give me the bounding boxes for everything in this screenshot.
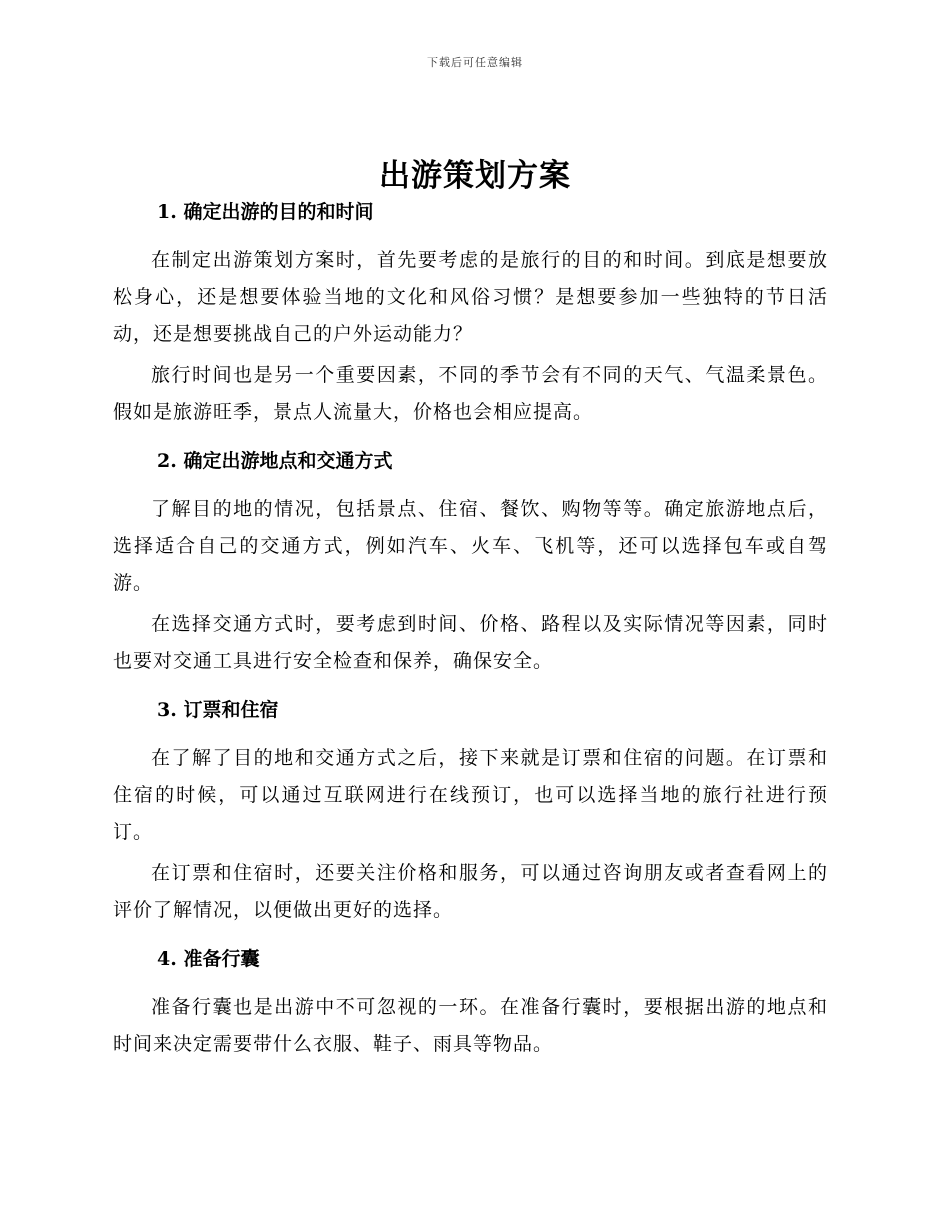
paragraph: 旅行时间也是另一个重要因素，不同的季节会有不同的天气、气温柔景色。假如是旅游旺季，景点人流量大，价格也会相应提高。	[113, 364, 828, 423]
section-heading: 3. 订票和住宿	[157, 699, 279, 721]
section-3	[113, 694, 828, 929]
section-heading: 2. 确定出游地点和交通方式	[157, 450, 393, 472]
section-2	[113, 445, 828, 680]
page-header-note: 下载后可任意编辑	[427, 56, 523, 69]
section-heading: 1. 确定出游的目的和时间	[157, 201, 374, 223]
paragraph: 在了解了目的地和交通方式之后，接下来就是订票和住宿的问题。在订票和住宿的时候，可以通过互联网进行在线预订，也可以选择当地的旅行社进行预订。	[113, 747, 828, 843]
section-1	[113, 196, 828, 431]
paragraph: 准备行囊也是出游中不可忽视的一环。在准备行囊时，要根据出游的地点和时间来决定需要带什么衣服、鞋子、雨具等物品。	[113, 996, 828, 1055]
section-heading: 4. 准备行囊	[157, 948, 260, 970]
paragraph: 在制定出游策划方案时，首先要考虑的是旅行的目的和时间。到底是想要放松身心，还是想要体验当地的文化和风俗习惯？是想要参加一些独特的节日活动，还是想要挑战自己的户外运动能力？	[113, 249, 828, 345]
paragraph: 了解目的地的情况，包括景点、住宿、餐饮、购物等等。确定旅游地点后，选择适合自己的交通方式，例如汽车、火车、飞机等，还可以选择包车或自驾游。	[113, 498, 828, 594]
document-body	[113, 196, 828, 1077]
section-4	[113, 943, 828, 1063]
paragraph: 在选择交通方式时，要考虑到时间、价格、路程以及实际情况等因素，同时也要对交通工具进行安全检查和保养，确保安全。	[113, 613, 828, 672]
document-title: 出游策划方案	[379, 158, 571, 194]
paragraph: 在订票和住宿时，还要关注价格和服务，可以通过咨询朋友或者查看网上的评价了解情况，以便做出更好的选择。	[113, 862, 828, 921]
